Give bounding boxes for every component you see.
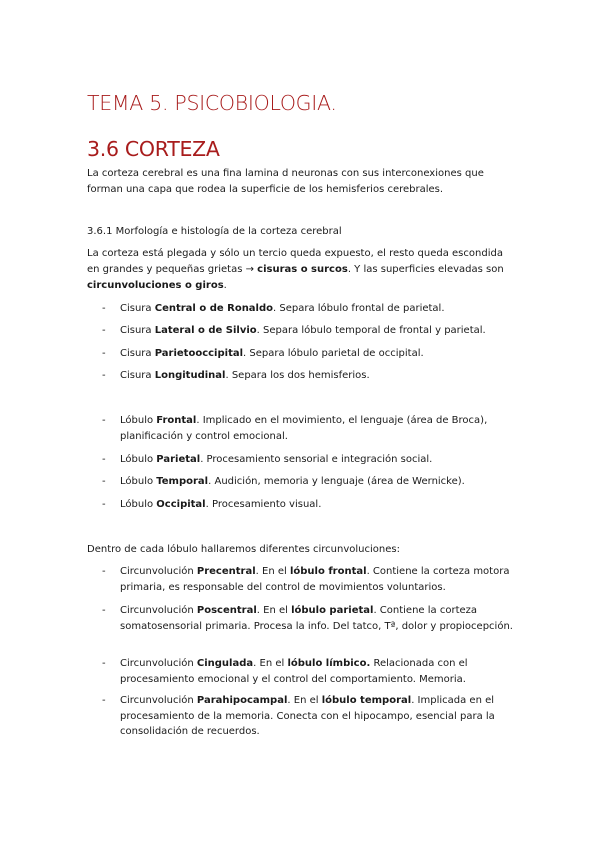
bullet-dash: - — [102, 695, 106, 706]
bullet-dash: - — [102, 348, 106, 359]
bold-term: Longitudinal — [154, 370, 226, 381]
bold-term: Lateral o de Silvio — [154, 325, 257, 336]
text-span: . Contiene la corteza somatosensorial primaria. Procesa la info. Del tatco, Tª, dolor y propiocepción. — [120, 605, 513, 632]
bold-term: Temporal — [156, 476, 209, 487]
bold-term: Parahipocampal — [196, 695, 288, 706]
morphology-paragraph — [87, 246, 507, 294]
bold-term: lóbulo límbico. — [287, 658, 371, 669]
bold-term: Parietooccipital — [154, 348, 244, 359]
bullet-dash: - — [102, 605, 106, 616]
text-span: . Y las superficies elevadas son — [347, 264, 504, 275]
bullet-dash: - — [102, 499, 106, 510]
bullet-dash: - — [102, 658, 106, 669]
text-span: . Audición, memoria y lenguaje (área de Wernicke). — [208, 476, 465, 487]
text-span: Lóbulo — [120, 499, 157, 510]
bold-term: Cingulada — [196, 658, 254, 669]
text-span: Cisura — [120, 370, 155, 381]
list-item-text — [120, 656, 525, 687]
text-span: . En el — [255, 566, 290, 577]
text-span: . Contiene la corteza motora primaria, es responsable del control de movimientos voluntarios. — [120, 566, 510, 593]
text-span: Lóbulo — [120, 454, 157, 465]
text-span: Circunvolución — [120, 695, 197, 706]
text-span: Cisura — [120, 325, 155, 336]
text-span: . Implicado en el movimiento, el lenguaje (área de Broca), planificación y control emocional. — [120, 415, 488, 442]
list-item-text — [120, 323, 525, 339]
bold-term: circunvoluciones o giros — [87, 280, 224, 291]
bullet-dash: - — [102, 476, 106, 487]
bold-term: lóbulo frontal — [289, 566, 367, 577]
text-span: . Separa los dos hemisferios. — [225, 370, 370, 381]
text-span: . Implicada en el procesamiento de la memoria. Conecta con el hipocampo, esencial para la consolidación de recuerdos. — [120, 695, 495, 737]
section-heading: 3.6 CORTEZA — [87, 137, 220, 161]
text-span: . Procesamiento visual. — [205, 499, 322, 510]
page-title: TEMA 5. PSICOBIOLOGIA. — [87, 91, 337, 115]
list-item-text — [120, 301, 525, 317]
text-span: . Separa lóbulo frontal de parietal. — [273, 303, 445, 314]
bullet-dash: - — [102, 370, 106, 381]
text-span: . En el — [253, 658, 288, 669]
text-span: Circunvolución — [120, 658, 197, 669]
bold-term: Precentral — [196, 566, 256, 577]
text-span: Cisura — [120, 303, 155, 314]
text-span: . Procesamiento sensorial e integración social. — [200, 454, 433, 465]
bold-term: lóbulo parietal — [291, 605, 374, 616]
intro-paragraph: La corteza cerebral es una fina lamina d neuronas con sus interconexiones que forman una capa que rodea la superficie de los hemisferios cerebrales. — [87, 168, 484, 195]
bold-term: cisuras o surcos — [257, 264, 348, 275]
bold-term: Parietal — [156, 454, 201, 465]
text-span: . Separa lóbulo parietal de occipital. — [243, 348, 424, 359]
text-span: . En el — [287, 695, 322, 706]
bold-term: Occipital — [156, 499, 206, 510]
list-item-text — [120, 346, 525, 362]
text-span: Circunvolución — [120, 605, 197, 616]
text-span: . — [223, 280, 227, 291]
bold-term: Central o de Ronaldo — [154, 303, 274, 314]
text-span: . En el — [256, 605, 292, 616]
list-item-text — [120, 474, 525, 490]
text-span: Circunvolución — [120, 566, 197, 577]
bullet-dash: - — [102, 303, 106, 314]
bullet-dash: - — [102, 566, 106, 577]
bold-term: Frontal — [156, 415, 197, 426]
list-item-text — [120, 413, 525, 444]
text-span: Lóbulo — [120, 476, 157, 487]
bold-term: Poscentral — [196, 605, 257, 616]
text-span: Relacionada con el procesamiento emocional y el control del comportamiento. Memoria. — [120, 658, 468, 685]
text-span: Lóbulo — [120, 415, 157, 426]
subsection-heading: 3.6.1 Morfología e histología de la corteza cerebral — [87, 226, 342, 237]
list-item-text — [120, 603, 525, 634]
list-item-text — [120, 368, 525, 384]
list-item-text — [120, 452, 525, 468]
list-item-text — [120, 564, 525, 595]
list-item-text — [120, 693, 525, 740]
bullet-dash: - — [102, 415, 106, 426]
text-span: Cisura — [120, 348, 155, 359]
bullet-dash: - — [102, 454, 106, 465]
text-span: La corteza está plegada y sólo un tercio queda expuesto, el resto queda escondida en grandes y pequeñas grietas → — [87, 248, 503, 275]
bold-term: lóbulo temporal — [321, 695, 412, 706]
list-item-text — [120, 497, 525, 513]
circunvoluciones-intro: Dentro de cada lóbulo hallaremos diferentes circunvoluciones: — [87, 544, 400, 555]
bullet-dash: - — [102, 325, 106, 336]
text-span: . Separa lóbulo temporal de frontal y parietal. — [256, 325, 486, 336]
